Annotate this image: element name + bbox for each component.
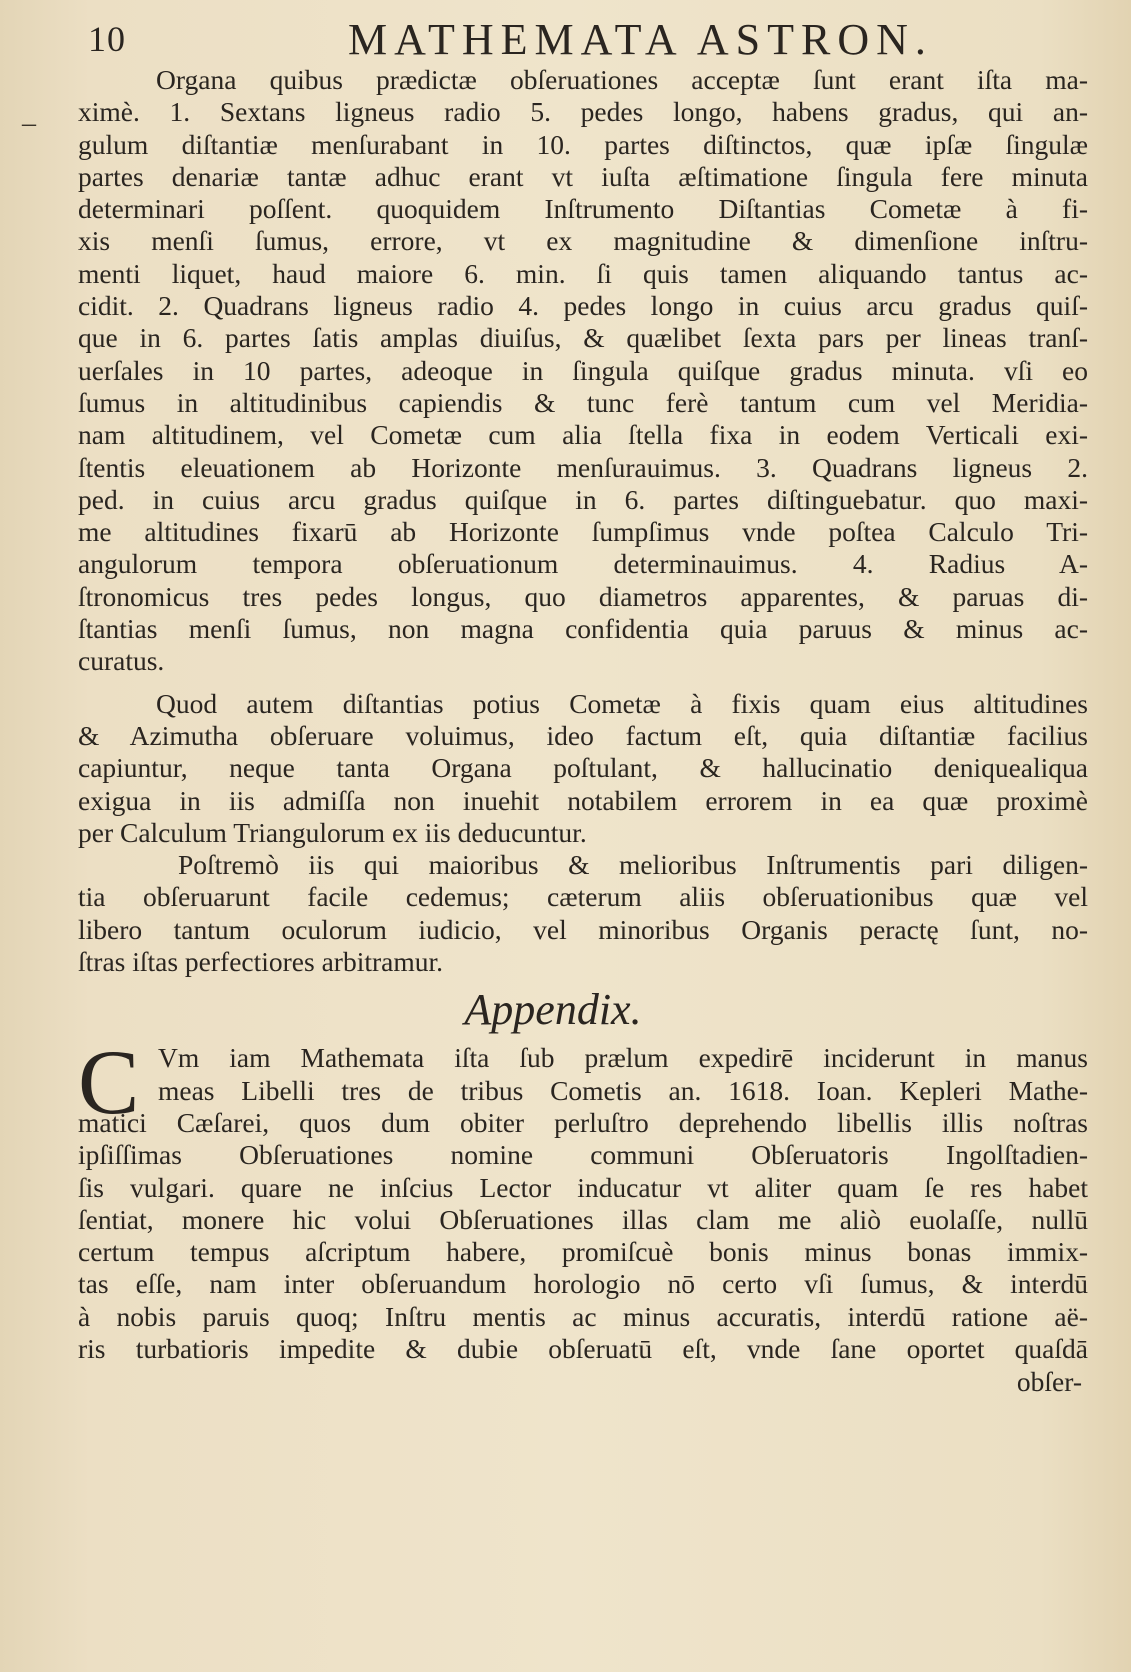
appendix-text [78,1031,1088,1365]
text-line: ximè. 1. Sextans ligneus radio 5. pedes longo, habens gradus, qui an- [78,96,1088,128]
text-line: ſtentis eleuationem ab Horizonte menſurauimus. 3. Quadrans ligneus 2. [78,451,1088,483]
text-line: Quod autem diſtantias potius Cometæ à fixis quam eius altitudines [156,687,1088,719]
text-line: Vm iam Mathemata iſta ſub prælum expedirē inciderunt in manus [158,1042,1088,1074]
text-line: ſis vulgari. quare ne inſcius Lector inducatur vt aliter quam ſe res habet [78,1171,1088,1203]
text-line: meas Libelli tres de tribus Cometis an. 1618. Ioan. Kepleri Mathe- [158,1074,1088,1106]
text-line: determinari poſſent. quoquidem Inſtrumento Diſtantias Cometæ à fi- [78,193,1088,225]
text-line: capiuntur, neque tanta Organa poſtulant, & hallucinatio deniquealiqua [78,752,1088,784]
text-line: que in 6. partes ſatis amplas diuiſus, & quælibet ſexta pars per lineas tranſ- [78,322,1088,354]
text-line: ped. in cuius arcu gradus quiſque in 6. partes diſtinguebatur. quo maxi- [78,483,1088,515]
text-line: ipſiſſimas Obſeruationes nomine communi Obſeruatoris Ingolſtadien- [78,1139,1088,1171]
text-line: tia obſeruarunt facile cedemus; cæterum aliis obſeruationibus quæ vel [78,881,1088,913]
text-line: ſentiat, monere hic volui Obſeruationes illas clam me aliò euolaſſe, nullū [78,1203,1088,1235]
text-line: à nobis paruis quoq; Inſtru mentis ac minus accuratis, interdū ratione aë- [78,1300,1088,1332]
text-line: & Azimutha obſeruare voluimus, ideo factum eſt, quia diſtantiæ facilius [78,719,1088,751]
text-line: partes denariæ tantæ adhuc erant vt iuſta æſtimatione ſingula fere minuta [78,160,1088,192]
text-line: nam altitudinem, vel Cometæ cum alia ſtella fixa in eodem Verticali exi- [78,419,1088,451]
text-line: tas eſſe, nam inter obſeruandum horologio nō certo vſi ſumus, & interdū [78,1268,1088,1300]
running-title: MATHEMATA ASTRON. [348,15,933,64]
page-body [78,64,1088,1399]
paragraph-distances [78,688,1088,849]
page-header [88,12,1078,72]
text-line: curatus. [78,645,165,677]
text-line: uerſales in 10 partes, adeoque in ſingula quiſque gradus minuta. vſi eo [78,354,1088,386]
drop-cap: C [78,1031,140,1134]
paragraph-instruments [78,64,1088,678]
text-line: per Calculum Triangulorum ex iis deducuntur. [78,816,587,848]
text-line: certum tempus aſcriptum habere, promiſcuè bonis minus bonas immix- [78,1236,1088,1268]
text-line: ſtantias menſi ſumus, non magna confidentia quia paruus & minus ac- [78,613,1088,645]
text-line: ſumus in altitudinibus capiendis & tunc ferè tantum cum vel Meridia- [78,386,1088,418]
text-line: Organa quibus prædictæ obſeruationes acceptæ ſunt erant iſta ma- [156,64,1088,95]
appendix-heading: Appendix. [464,985,642,1035]
text-line: ris turbatioris impedite & dubie obſeruatū eſt, vnde ſane oportet quaſdā [78,1332,1088,1364]
text-line: xis menſi ſumus, errore, vt ex magnitudine & dimenſione inſtru- [78,225,1088,257]
text-line: ſtras iſtas perfectiores arbitramur. [78,946,443,978]
text-line: cidit. 2. Quadrans ligneus radio 4. pedes longo in cuius arcu gradus quiſ- [78,290,1088,322]
text-line: Poſtremò iis qui maioribus & melioribus Inſtrumentis pari diligen- [178,849,1088,881]
text-line: gulum diſtantiæ menſurabant in 10. partes diſtinctos, quæ ipſæ ſingulæ [78,128,1088,160]
text-line: ſtronomicus tres pedes longus, quo diametros apparentes, & paruas di- [78,580,1088,612]
text-line: angulorum tempora obſeruationum determinauimus. 4. Radius A- [78,548,1088,580]
text-line: matici Cæſarei, quos dum obiter perluſtro deprehendo libellis illis noſtras [78,1106,1088,1138]
paragraph-conclusion [78,849,1088,978]
margin-mark: – [22,108,36,139]
text-line: me altitudines fixarū ab Horizonte ſumpſimus vnde poſtea Calculo Tri- [78,516,1088,548]
page-number: 10 [88,19,126,59]
text-line: exigua in iis admiſſa non inuehit notabilem errorem in ea quæ proximè [78,784,1088,816]
text-line: menti liquet, haud maiore 6. min. ſi quis tamen aliquando tantus ac- [78,257,1088,289]
text-line: libero tantum oculorum iudicio, vel minoribus Organis peractę ſunt, no- [78,913,1088,945]
catchword: obſer- [1016,1366,1082,1398]
